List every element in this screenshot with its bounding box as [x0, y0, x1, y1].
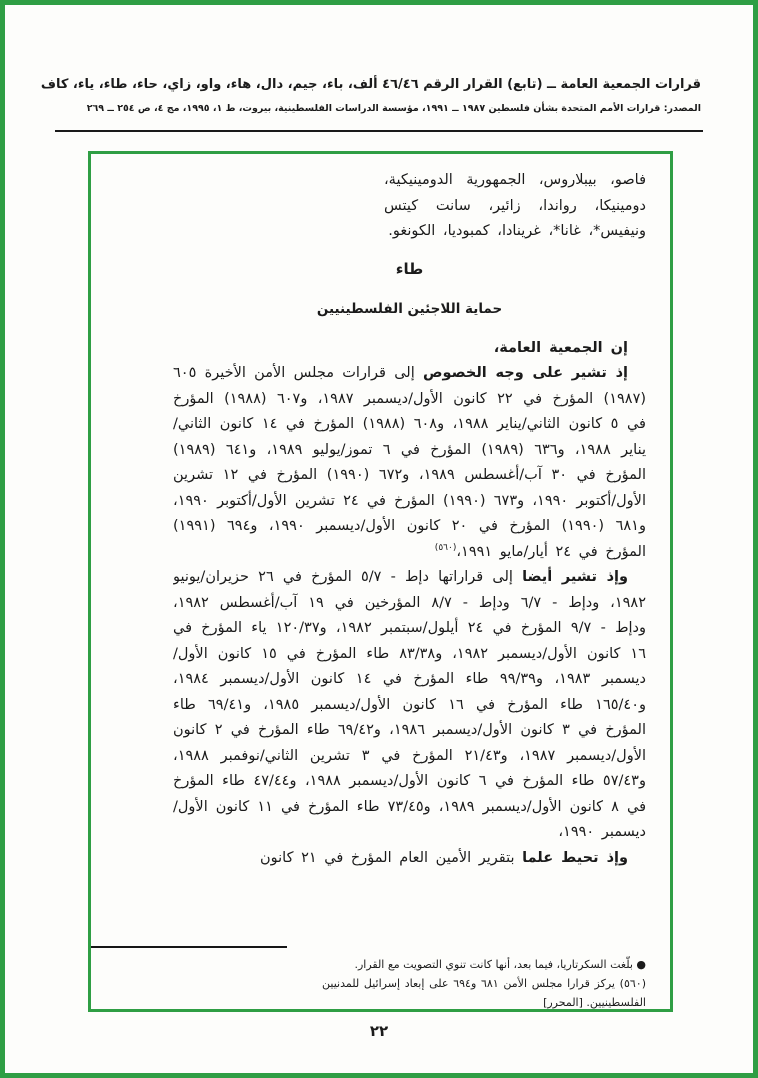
resolution-body — [173, 166, 646, 942]
paragraph-lead: وإذ تحيط علما — [522, 849, 628, 866]
paragraph-text: إلى قراراتها دإط - ٥/٧ المؤرخ في ٢٦ حزيران/يونيو ١٩٨٢، ودإط - ٦/٧ ودإط - ٨/٧ المؤرخين في ١٩ آب/أغسطس ١٩٨٢، ودإط - ٩/٧ المؤرخ في ٢٤ أيلول/سبتمبر ١٩٨٢، و١٢٠/٣٧ ياء المؤرخ في ١٦ كانون الأول/ديسمبر ١٩٨٢، و٨٣/٣٨ طاء المؤرخ في ١٥ كانون الأول/ديسمبر ١٩٨٣، و٩٩/٣٩ طاء المؤرخ في ١٤ كانون الأول/ديسمبر ١٩٨٤، و١٦٥/٤٠ طاء المؤرخ في ١٦ كانون الأول/ديسمبر ١٩٨٥، و٦٩/٤١ طاء المؤرخ في ٣ كانون الأول/ديسمبر ١٩٨٦، و٦٩/٤٢ طاء المؤرخ في ٢ كانون الأول/ديسمبر ١٩٨٧، و٢١/٤٣ المؤرخ في ٣ تشرين الثاني/نوفمبر ١٩٨٨، و٥٧/٤٣ طاء المؤرخ في ٦ كانون الأول/ديسمبر ١٩٨٨، و٤٧/٤٤ طاء المؤرخ في ٨ كانون الأول/ديسمبر ١٩٨٩، و٧٣/٤٥ طاء المؤرخ في ١١ كانون الأول/ديسمبر ١٩٩٠، — [173, 569, 646, 840]
salutation: إن الجمعية العامة، — [493, 339, 628, 356]
footnotes — [322, 955, 646, 1012]
section-title: حماية اللاجئين الفلسطينيين — [316, 301, 503, 317]
page-number: ٢٢ — [369, 1022, 389, 1040]
paragraph-lead: إذ تشير على وجه الخصوص — [423, 365, 628, 381]
source-citation: المصدر: قرارات الأمم المتحدة بشأن فلسطين ١٩٨٧ ــ ١٩٩١، مؤسسة الدراسات الفلسطينية، بيروت، ط ١، ١٩٩٥، مج ٤، ص ٢٥٤ ــ ٢٦٩ — [86, 103, 701, 114]
footnote-star: ● بلّغت السكرتاريا، فيما بعد، أنها كانت تنوي التصويت مع القرار. — [354, 958, 646, 971]
paragraph-text: بتقرير الأمين العام المؤرخ في ٢١ كانون — [260, 849, 523, 866]
footnote-reference-560: (٥٦٠) — [434, 542, 457, 553]
footnote-divider — [91, 946, 287, 948]
paragraph-taking-note — [173, 846, 646, 872]
paragraph-security-council-resolutions — [173, 361, 646, 565]
footnote-editor: (٥٦٠) يركز قرارا مجلس الأمن ٦٨١ و٦٩٤ على إبعاد إسرائيل للمدنيين الفلسطينيين. [المحرر] — [322, 977, 647, 1009]
paragraph-text: إلى قرارات مجلس الأمن الأخيرة ٦٠٥ (١٩٨٧) المؤرخ في ٢٢ كانون الأول/ديسمبر ١٩٨٧، و٦٠٧ (١٩٨٨) المؤرخ في ٥ كانون الثاني/يناير ١٩٨٨، و٦٠٨ (١٩٨٨) المؤرخ في ١٤ كانون الثاني/يناير ١٩٨٨، و٦٣٦ (١٩٨٩) المؤرخ في ٦ تموز/يوليو ١٩٨٩، و٦٤١ (١٩٨٩) المؤرخ في ٣٠ آب/أغسطس ١٩٨٩، و٦٧٢ (١٩٩٠) المؤرخ في ١٢ تشرين الأول/أكتوبر ١٩٩٠، و٦٧٣ (١٩٩٠) المؤرخ في ٢٤ تشرين الأول/أكتوبر ١٩٩٠، و٦٨١ (١٩٩٠) المؤرخ في ٢٠ كانون الأول/ديسمبر ١٩٩٠، و٦٩٤ (١٩٩١) المؤرخ في ٢٤ أيار/مايو ١٩٩١، — [173, 365, 646, 560]
paragraph-recalling-resolutions — [173, 565, 646, 846]
section-letter: طاء — [395, 259, 424, 278]
paragraph-lead: وإذ تشير أيضا — [522, 569, 629, 585]
document-title: قرارات الجمعية العامة ــ (تابع) القرار الرقم ٤٦/٤٦ ألف، باء، جيم، دال، هاء، واو، زاي، حاء، طاء، ياء، كاف — [40, 77, 701, 92]
content-frame — [88, 151, 673, 1012]
header-divider — [55, 130, 703, 132]
country-list: فاصو، بيبلاروس، الجمهورية الدومينيكية، دومينيكا، رواندا، زائير، سانت كيتس ونيفيس*، غانا*، غرينادا، كمبوديا، الكونغو. — [384, 172, 646, 239]
